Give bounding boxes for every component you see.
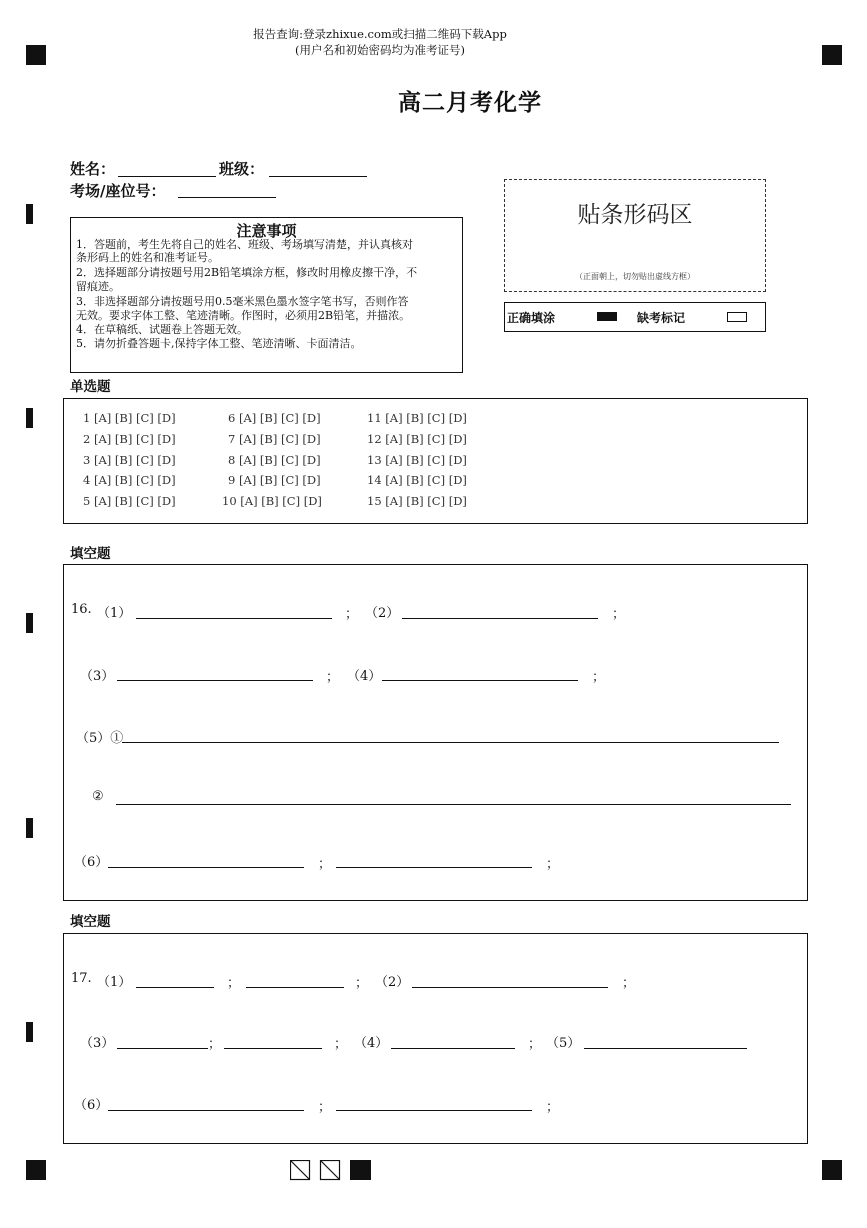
- q16-answer-6b[interactable]: [336, 867, 532, 868]
- correct-fill-sample: [597, 312, 617, 321]
- q16-answer-6a[interactable]: [108, 867, 304, 868]
- q17-answer-6a[interactable]: [108, 1110, 304, 1111]
- q16-part5-label: （5）①: [76, 731, 124, 746]
- barcode-area[interactable]: [504, 179, 766, 292]
- q17-part5-label: （5）: [546, 1036, 581, 1051]
- separator: ；: [334, 1037, 348, 1052]
- choice-row[interactable]: 14 [A] [B] [C] [D]: [367, 473, 467, 487]
- q17-answer-3b[interactable]: [224, 1048, 322, 1049]
- absent-mark-label: 缺考标记: [637, 311, 686, 325]
- q16-part6-label: （6）: [74, 855, 109, 870]
- fill-blank-heading: 填空题: [70, 914, 111, 930]
- question-17-box: [63, 933, 808, 1144]
- name-label: 姓名：: [70, 160, 116, 178]
- page-id-marks: [290, 1160, 374, 1182]
- barcode-label: 贴条形码区: [577, 202, 693, 228]
- separator: ；: [592, 670, 606, 685]
- choice-row[interactable]: 10 [A] [B] [C] [D]: [222, 494, 322, 508]
- q17-part1-label: （1）: [97, 975, 132, 990]
- q16-part3-label: （3）: [80, 669, 115, 684]
- q16-answer-4[interactable]: [382, 680, 578, 681]
- login-hint-line: (用户名和初始密码均为准考证号): [295, 43, 465, 57]
- fill-legend: [504, 302, 766, 332]
- barcode-note: （正面朝上，切勿贴出虚线方框）: [575, 272, 695, 281]
- q16-part4-label: （4）: [347, 669, 382, 684]
- separator: ；: [345, 607, 359, 622]
- correct-fill-label: 正确填涂: [507, 311, 556, 325]
- q17-answer-5[interactable]: [584, 1048, 747, 1049]
- separator: ；: [528, 1037, 542, 1052]
- q16-part2-label: （2）: [365, 606, 400, 621]
- q17-answer-3a[interactable]: [117, 1048, 208, 1049]
- notice-line: 条形码上的姓名和准考证号。: [76, 251, 219, 264]
- choice-row[interactable]: 9 [A] [B] [C] [D]: [228, 473, 321, 487]
- choice-row[interactable]: 15 [A] [B] [C] [D]: [367, 494, 467, 508]
- single-choice-heading: 单选题: [70, 379, 111, 395]
- choice-row[interactable]: 12 [A] [B] [C] [D]: [367, 432, 467, 446]
- separator: ；: [318, 857, 332, 872]
- notice-line: 3．非选择题部分请按题号用0.5毫米黑色墨水签字笔书写，否则作答: [76, 295, 409, 308]
- class-label: 班级：: [219, 160, 265, 178]
- notice-line: 4．在草稿纸、试题卷上答题无效。: [76, 323, 248, 336]
- q17-number: 17.: [71, 971, 92, 986]
- separator: ；: [326, 670, 340, 685]
- choice-row[interactable]: 11 [A] [B] [C] [D]: [367, 411, 467, 425]
- timing-mark: [26, 818, 33, 838]
- choice-row[interactable]: 13 [A] [B] [C] [D]: [367, 453, 467, 467]
- timing-mark: [26, 1022, 33, 1042]
- q17-part2-label: （2）: [375, 975, 410, 990]
- q17-answer-4[interactable]: [391, 1048, 515, 1049]
- notice-line: 2．选择题部分请按题号用2B铅笔填涂方框，修改时用橡皮擦干净，不: [76, 266, 418, 279]
- seat-field[interactable]: [178, 197, 276, 198]
- q16-answer-5-1[interactable]: [122, 742, 779, 743]
- q17-part6-label: （6）: [74, 1098, 109, 1113]
- question-16-box: [63, 564, 808, 901]
- q16-number: 16.: [71, 602, 92, 617]
- q16-part1-label: （1）: [97, 606, 132, 621]
- class-field[interactable]: [269, 176, 367, 177]
- seat-label: 考场/座位号：: [70, 182, 166, 200]
- exam-title: 高二月考化学: [398, 89, 542, 116]
- q17-answer-2[interactable]: [412, 987, 608, 988]
- separator: ；: [318, 1100, 332, 1115]
- report-query-line: 报告查询:登录zhixue.com或扫描二维码下载App: [253, 27, 507, 41]
- choice-row[interactable]: 4 [A] [B] [C] [D]: [83, 473, 176, 487]
- fill-blank-heading: 填空题: [70, 546, 111, 562]
- single-choice-box: [63, 398, 808, 524]
- notice-line: 1．答题前，考生先将自己的姓名、班级、考场填写清楚，并认真核对: [76, 238, 413, 251]
- notice-line: 5．请勿折叠答题卡,保持字体工整、笔迹清晰、卡面清洁。: [76, 337, 362, 350]
- choice-row[interactable]: 3 [A] [B] [C] [D]: [83, 453, 176, 467]
- timing-mark: [26, 613, 33, 633]
- separator: ；: [208, 1037, 222, 1052]
- choice-row[interactable]: 7 [A] [B] [C] [D]: [228, 432, 321, 446]
- separator: ；: [546, 857, 560, 872]
- q17-part4-label: （4）: [354, 1036, 389, 1051]
- separator: ；: [612, 607, 626, 622]
- q17-answer-1b[interactable]: [246, 987, 344, 988]
- separator: ；: [622, 976, 636, 991]
- q17-answer-6b[interactable]: [336, 1110, 532, 1111]
- choice-row[interactable]: 6 [A] [B] [C] [D]: [228, 411, 321, 425]
- choice-row[interactable]: 2 [A] [B] [C] [D]: [83, 432, 176, 446]
- notice-line: 留痕迹。: [76, 280, 120, 293]
- separator: ；: [546, 1100, 560, 1115]
- corner-mark-bottom-left: [26, 1160, 46, 1180]
- timing-mark: [26, 408, 33, 428]
- corner-mark-bottom-right: [822, 1160, 842, 1180]
- absent-mark-box[interactable]: [727, 312, 747, 322]
- notice-title: 注意事项: [236, 222, 297, 240]
- choice-row[interactable]: 8 [A] [B] [C] [D]: [228, 453, 321, 467]
- q16-answer-5-2[interactable]: [116, 804, 791, 805]
- q17-answer-1a[interactable]: [136, 987, 214, 988]
- notice-line: 无效。要求字体工整、笔迹清晰。作图时，必须用2B铅笔，并描浓。: [76, 309, 411, 322]
- q16-answer-1[interactable]: [136, 618, 332, 619]
- q17-part3-label: （3）: [80, 1036, 115, 1051]
- notice-box: [70, 217, 463, 373]
- q16-answer-2[interactable]: [402, 618, 598, 619]
- corner-mark-top-right: [822, 45, 842, 65]
- separator: ；: [355, 976, 369, 991]
- choice-row[interactable]: 1 [A] [B] [C] [D]: [83, 411, 176, 425]
- timing-mark: [26, 204, 33, 224]
- choice-row[interactable]: 5 [A] [B] [C] [D]: [83, 494, 176, 508]
- q16-part5-2-label: ②: [92, 789, 104, 804]
- q16-answer-3[interactable]: [117, 680, 313, 681]
- name-field[interactable]: [118, 176, 216, 177]
- separator: ；: [227, 976, 241, 991]
